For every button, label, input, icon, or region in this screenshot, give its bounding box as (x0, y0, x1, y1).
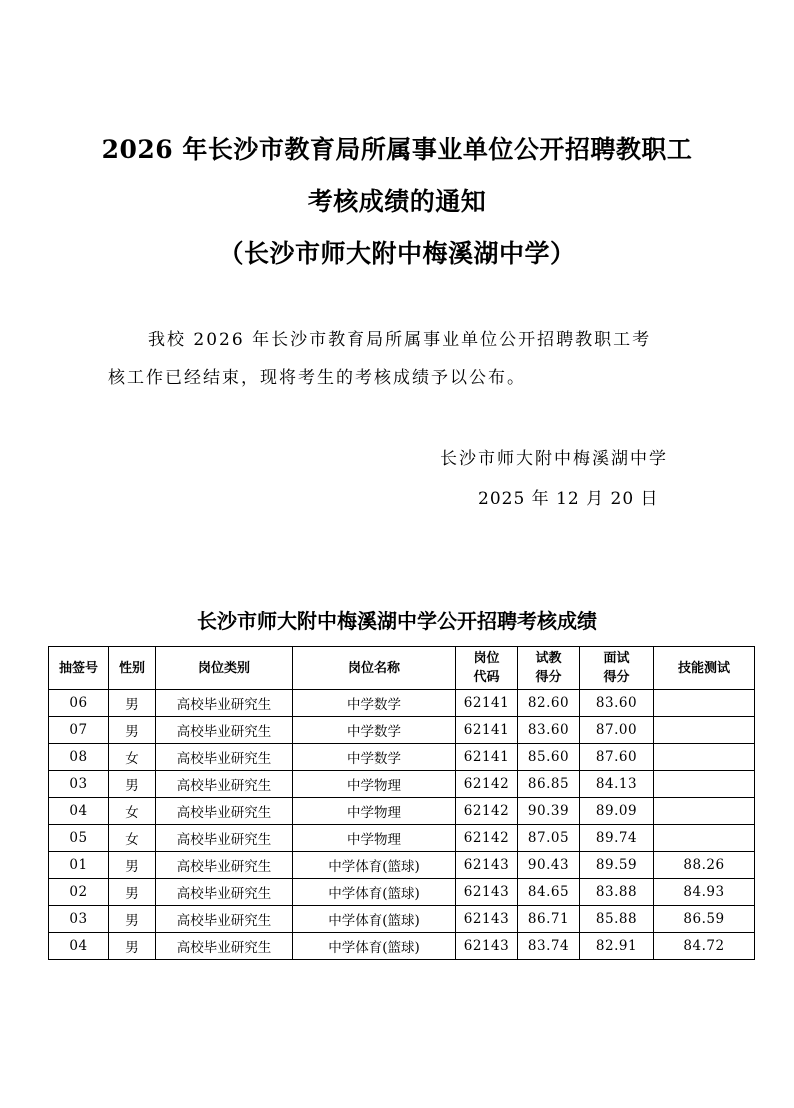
cell-lecture-score: 86.71 (518, 906, 580, 933)
notice-body-line-1 (108, 321, 698, 359)
cell-gender: 女 (109, 825, 156, 852)
table-row (49, 933, 755, 960)
cell-interview-score: 89.09 (580, 798, 654, 825)
cell-post-name: 中学数学 (293, 690, 456, 717)
cell-gender: 男 (109, 690, 156, 717)
cell-post-name: 中学体育(篮球) (293, 933, 456, 960)
cell-skill-score (654, 744, 755, 771)
cell-gender: 男 (109, 771, 156, 798)
cell-post-code: 62141 (456, 744, 518, 771)
cell-skill-score (654, 825, 755, 852)
cell-interview-score: 89.74 (580, 825, 654, 852)
cell-lecture-score: 86.85 (518, 771, 580, 798)
cell-post-code: 62142 (456, 798, 518, 825)
cell-post-code: 62141 (456, 690, 518, 717)
cell-post-name: 中学体育(篮球) (293, 879, 456, 906)
cell-gender: 女 (109, 798, 156, 825)
cell-gender: 女 (109, 744, 156, 771)
cell-skill-score (654, 798, 755, 825)
cell-interview-score: 84.13 (580, 771, 654, 798)
cell-post-type: 高校毕业研究生 (156, 933, 293, 960)
cell-post-type: 高校毕业研究生 (156, 744, 293, 771)
header-skill-test: 技能测试 (654, 647, 755, 690)
table-row (49, 798, 755, 825)
cell-post-type: 高校毕业研究生 (156, 798, 293, 825)
cell-draw-no: 02 (49, 879, 109, 906)
cell-post-code: 62143 (456, 933, 518, 960)
signature-date: 2025 年 12 月 20 日 (478, 489, 659, 509)
cell-post-type: 高校毕业研究生 (156, 825, 293, 852)
header-gender: 性别 (109, 647, 156, 690)
cell-gender: 男 (109, 933, 156, 960)
scores-table (48, 646, 755, 960)
cell-post-code: 62143 (456, 852, 518, 879)
header-interview-l2: 得分 (603, 670, 630, 685)
table-header-row (49, 647, 755, 690)
cell-post-code: 62143 (456, 879, 518, 906)
cell-gender: 男 (109, 852, 156, 879)
cell-gender: 男 (109, 717, 156, 744)
cell-post-code: 62142 (456, 825, 518, 852)
cell-interview-score: 87.00 (580, 717, 654, 744)
notice-body-line-2: 核工作已经结束，现将考生的考核成绩予以公布。 (108, 368, 526, 388)
header-lecture-l2: 得分 (535, 670, 562, 685)
cell-post-name: 中学物理 (293, 798, 456, 825)
table-row (49, 744, 755, 771)
cell-draw-no: 01 (49, 852, 109, 879)
cell-interview-score: 87.60 (580, 744, 654, 771)
cell-skill-score: 86.59 (654, 906, 755, 933)
cell-post-name: 中学物理 (293, 771, 456, 798)
cell-draw-no: 05 (49, 825, 109, 852)
notice-title-line-2: 考核成绩的通知 (307, 187, 487, 216)
cell-gender: 男 (109, 879, 156, 906)
cell-draw-no: 03 (49, 906, 109, 933)
header-post-code (456, 647, 518, 690)
cell-skill-score (654, 717, 755, 744)
table-row (49, 771, 755, 798)
cell-draw-no: 03 (49, 771, 109, 798)
cell-post-type: 高校毕业研究生 (156, 879, 293, 906)
cell-post-name: 中学数学 (293, 717, 456, 744)
cell-post-type: 高校毕业研究生 (156, 771, 293, 798)
notice-body (108, 321, 698, 397)
header-draw-no: 抽签号 (49, 647, 109, 690)
header-post-name: 岗位名称 (293, 647, 456, 690)
cell-post-type: 高校毕业研究生 (156, 717, 293, 744)
notice-title-line-1: 2026 年长沙市教育局所属事业单位公开招聘教职工 (101, 135, 693, 164)
cell-skill-score (654, 771, 755, 798)
cell-draw-no: 04 (49, 798, 109, 825)
cell-lecture-score: 87.05 (518, 825, 580, 852)
cell-draw-no: 07 (49, 717, 109, 744)
cell-post-type: 高校毕业研究生 (156, 852, 293, 879)
cell-skill-score: 84.93 (654, 879, 755, 906)
cell-draw-no: 04 (49, 933, 109, 960)
cell-interview-score: 89.59 (580, 852, 654, 879)
cell-skill-score: 84.72 (654, 933, 755, 960)
notice-body-line-1-text: 我校 2026 年长沙市教育局所属事业单位公开招聘教职工考 (148, 330, 652, 350)
cell-skill-score: 88.26 (654, 852, 755, 879)
cell-lecture-score: 83.60 (518, 717, 580, 744)
cell-post-name: 中学数学 (293, 744, 456, 771)
cell-interview-score: 85.88 (580, 906, 654, 933)
table-row (49, 825, 755, 852)
header-interview-score (580, 647, 654, 690)
cell-post-type: 高校毕业研究生 (156, 690, 293, 717)
cell-gender: 男 (109, 906, 156, 933)
cell-skill-score (654, 690, 755, 717)
header-post-type: 岗位类别 (156, 647, 293, 690)
header-lecture-score (518, 647, 580, 690)
table-row (49, 717, 755, 744)
cell-interview-score: 83.88 (580, 879, 654, 906)
header-post-code-l1: 岗位 (473, 651, 500, 666)
cell-interview-score: 83.60 (580, 690, 654, 717)
cell-post-code: 62143 (456, 906, 518, 933)
cell-post-name: 中学体育(篮球) (293, 906, 456, 933)
cell-post-code: 62142 (456, 771, 518, 798)
cell-draw-no: 08 (49, 744, 109, 771)
notice-title-line-3: （长沙市师大附中梅溪湖中学） (218, 239, 576, 268)
cell-lecture-score: 85.60 (518, 744, 580, 771)
header-lecture-l1: 试教 (535, 651, 562, 666)
cell-lecture-score: 90.43 (518, 852, 580, 879)
cell-interview-score: 82.91 (580, 933, 654, 960)
cell-lecture-score: 83.74 (518, 933, 580, 960)
cell-post-type: 高校毕业研究生 (156, 906, 293, 933)
table-row (49, 690, 755, 717)
table-row (49, 879, 755, 906)
cell-lecture-score: 84.65 (518, 879, 580, 906)
cell-post-name: 中学物理 (293, 825, 456, 852)
header-interview-l1: 面试 (603, 651, 630, 666)
table-row (49, 852, 755, 879)
cell-post-name: 中学体育(篮球) (293, 852, 456, 879)
cell-draw-no: 06 (49, 690, 109, 717)
table-row (49, 906, 755, 933)
table-title: 长沙市师大附中梅溪湖中学公开招聘考核成绩 (197, 609, 597, 633)
cell-lecture-score: 90.39 (518, 798, 580, 825)
cell-lecture-score: 82.60 (518, 690, 580, 717)
cell-post-code: 62141 (456, 717, 518, 744)
signature-org: 长沙市师大附中梅溪湖中学 (440, 449, 668, 469)
header-post-code-l2: 代码 (473, 670, 500, 685)
